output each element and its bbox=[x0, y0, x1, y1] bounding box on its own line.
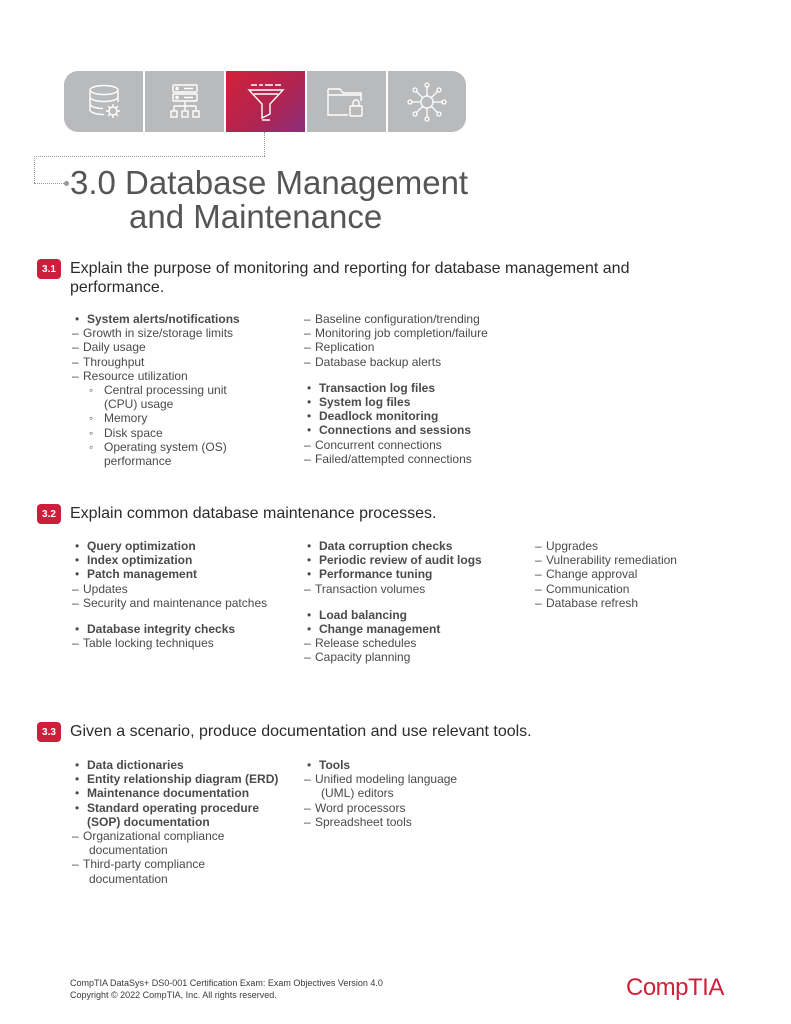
objective-subitem: – Growth in size/storage limits bbox=[70, 326, 240, 340]
connector-line bbox=[34, 156, 265, 157]
objective-subitem: – Database refresh bbox=[533, 596, 677, 610]
connector-line bbox=[264, 132, 265, 156]
domain-tile-5 bbox=[388, 71, 466, 132]
objective-subitem: ◦ Memory bbox=[70, 411, 240, 425]
objective-subitem: – Resource utilization bbox=[70, 369, 240, 383]
objective-item: • Entity relationship diagram (ERD) bbox=[70, 772, 278, 786]
footer bbox=[70, 977, 383, 1001]
objective-subitem: – Failed/attempted connections bbox=[302, 452, 488, 466]
objective-item: • Standard operating procedure bbox=[70, 801, 278, 815]
locked-folder-icon bbox=[325, 81, 367, 123]
objective-subitem: – Updates bbox=[70, 582, 267, 596]
objective-list bbox=[70, 539, 267, 650]
objective-item: • Transaction log files bbox=[302, 381, 488, 395]
objective-subitem: – Database backup alerts bbox=[302, 355, 488, 369]
objective-item: • Deadlock monitoring bbox=[302, 409, 488, 423]
objective-item: • Periodic review of audit logs bbox=[302, 553, 482, 567]
objective-item: • Load balancing bbox=[302, 608, 482, 622]
objective-subitem: documentation bbox=[89, 843, 168, 858]
network-hub-icon bbox=[406, 81, 448, 123]
objective-subitem: – Transaction volumes bbox=[302, 582, 482, 596]
objective-subitem: – Unified modeling language bbox=[302, 772, 457, 786]
objective-subitem: – Concurrent connections bbox=[302, 438, 488, 452]
objective-list bbox=[70, 758, 278, 886]
objective-list bbox=[302, 539, 482, 665]
objective-subitem: documentation bbox=[89, 871, 168, 886]
connector-line bbox=[34, 156, 35, 183]
comptia-logo: CompTIA bbox=[626, 974, 724, 1001]
page-title bbox=[70, 166, 468, 234]
objective-subitem: – Vulnerability remediation bbox=[533, 553, 677, 567]
section-number-badge: 3.1 bbox=[37, 259, 61, 279]
objective-subitem: ◦ Central processing unit bbox=[70, 383, 240, 397]
objective-list bbox=[70, 312, 240, 468]
objective-item: • Data corruption checks bbox=[302, 539, 482, 553]
objective-subitem: ◦ Disk space bbox=[70, 426, 240, 440]
icon-banner bbox=[64, 71, 466, 132]
objective-subitem: – Daily usage bbox=[70, 340, 240, 354]
objective-subitem: – Spreadsheet tools bbox=[302, 815, 457, 829]
funnel-filter-icon bbox=[245, 81, 287, 123]
domain-tile-2 bbox=[145, 71, 224, 132]
section-title: Explain common database maintenance processes. bbox=[70, 505, 437, 522]
objective-item: • System log files bbox=[302, 395, 488, 409]
server-network-icon bbox=[164, 81, 206, 123]
objective-subitem: performance bbox=[104, 454, 172, 469]
objective-subitem: – Capacity planning bbox=[302, 650, 482, 664]
list-spacer bbox=[302, 596, 482, 608]
objective-subitem: (UML) editors bbox=[321, 786, 394, 801]
objective-item: • Performance tuning bbox=[302, 567, 482, 581]
objective-item: • Index optimization bbox=[70, 553, 267, 567]
connector-line bbox=[34, 183, 66, 184]
objective-subitem: – Third-party compliance bbox=[70, 857, 278, 871]
list-spacer bbox=[70, 610, 267, 622]
objective-item: • Patch management bbox=[70, 567, 267, 581]
objective-subitem: – Baseline configuration/trending bbox=[302, 312, 488, 326]
objective-item: • Query optimization bbox=[70, 539, 267, 553]
page-title-line2: and Maintenance bbox=[129, 198, 383, 235]
objective-item: (SOP) documentation bbox=[87, 814, 210, 829]
section-title: Explain the purpose of monitoring and reporting for database management and performance. bbox=[70, 260, 630, 296]
footer-copyright: Copyright © 2022 CompTIA, Inc. All rights reserved. bbox=[70, 990, 277, 1000]
domain-tile-3-active bbox=[226, 71, 305, 132]
objective-subitem: – Change approval bbox=[533, 567, 677, 581]
objective-subitem: – Replication bbox=[302, 340, 488, 354]
domain-tile-4 bbox=[307, 71, 386, 132]
objective-list bbox=[533, 539, 677, 610]
database-icon bbox=[83, 81, 125, 123]
domain-tile-1 bbox=[64, 71, 143, 132]
objective-item: • Data dictionaries bbox=[70, 758, 278, 772]
objective-subitem: – Organizational compliance bbox=[70, 829, 278, 843]
objective-subitem: – Security and maintenance patches bbox=[70, 596, 267, 610]
objective-subitem: – Upgrades bbox=[533, 539, 677, 553]
objective-item: • Maintenance documentation bbox=[70, 786, 278, 800]
objective-subitem: – Table locking techniques bbox=[70, 636, 267, 650]
section-number-badge: 3.3 bbox=[37, 722, 61, 742]
objective-subitem: ◦ Operating system (OS) bbox=[70, 440, 240, 454]
objective-item: • Tools bbox=[302, 758, 457, 772]
objective-item: • Database integrity checks bbox=[70, 622, 267, 636]
objective-list bbox=[302, 758, 457, 829]
objective-item: • Change management bbox=[302, 622, 482, 636]
section-title: Given a scenario, produce documentation and use relevant tools. bbox=[70, 723, 532, 740]
objective-subitem: (CPU) usage bbox=[104, 397, 174, 412]
objective-subitem: – Communication bbox=[533, 582, 677, 596]
objective-subitem: – Release schedules bbox=[302, 636, 482, 650]
objective-item: • Connections and sessions bbox=[302, 423, 488, 437]
objective-subitem: – Throughput bbox=[70, 355, 240, 369]
section-number-badge: 3.2 bbox=[37, 504, 61, 524]
objective-subitem: – Word processors bbox=[302, 801, 457, 815]
objective-list bbox=[302, 312, 488, 466]
connector-dot bbox=[64, 181, 69, 186]
objective-item: • System alerts/notifications bbox=[70, 312, 240, 326]
list-spacer bbox=[302, 369, 488, 381]
objective-subitem: – Monitoring job completion/failure bbox=[302, 326, 488, 340]
footer-exam-line: CompTIA DataSys+ DS0-001 Certification Exam: Exam Objectives Version 4.0 bbox=[70, 978, 383, 988]
page-title-line1: 3.0 Database Management bbox=[70, 164, 469, 201]
